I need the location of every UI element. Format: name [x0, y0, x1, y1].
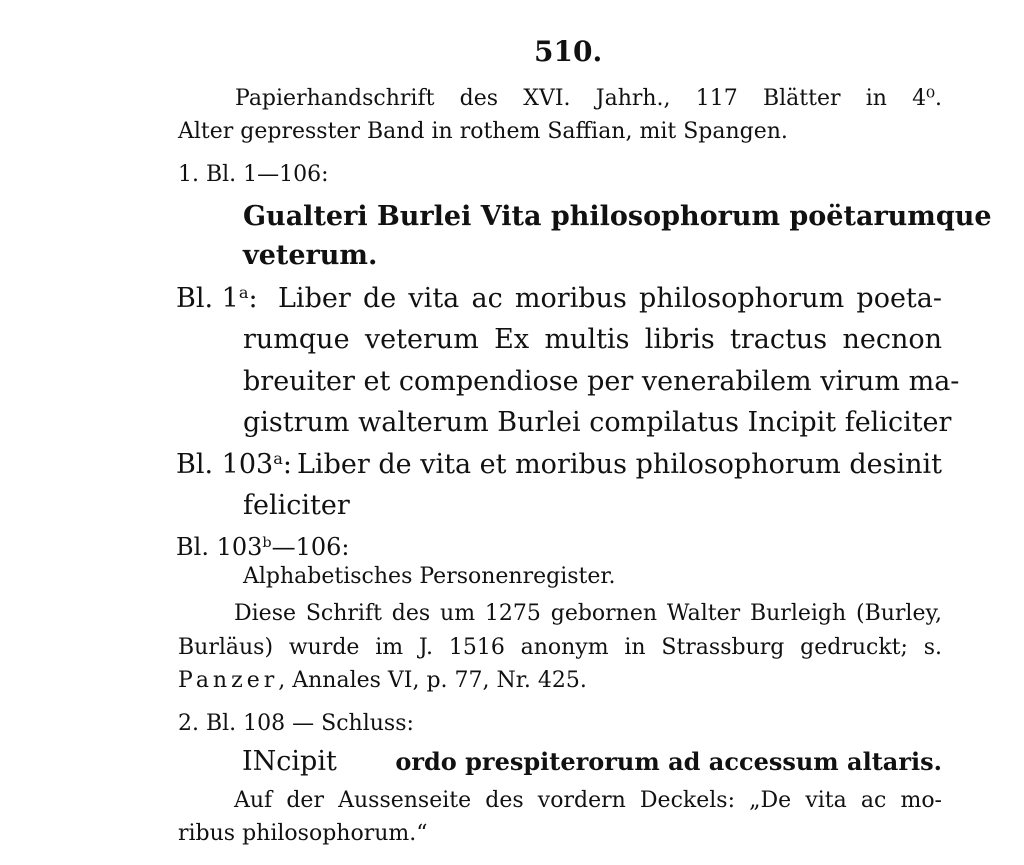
note-line-2: Burläus) wurde im J. 1516 anonym in Strassburg gedruckt; s.	[178, 635, 942, 660]
bl103b-text: Alphabetisches Personenregister.	[243, 564, 616, 589]
bl103b-label-sup: b	[262, 535, 272, 552]
bl103-label	[176, 451, 292, 478]
cover-line-2: ribus philosophorum.“	[178, 821, 428, 846]
bl1-line-1: Liber de vita ac moribus philosophorum poeta-	[278, 283, 942, 314]
bl103-line-2: feliciter	[243, 490, 350, 521]
bl1-label	[176, 285, 258, 312]
item-1-title-line-2: veterum.	[243, 240, 378, 271]
item-1-heading: 1. Bl. 1—106:	[178, 162, 329, 187]
note-citation: , Annales VI, p. 77, Nr. 425.	[278, 668, 587, 693]
bl1-label-colon: :	[248, 283, 258, 314]
cover-line-1: Auf der Aussenseite des vordern Deckels: „De vita ac mo-	[234, 788, 942, 813]
bl1-line-4: gistrum walterum Burlei compilatus Incipit feliciter	[243, 407, 952, 438]
incipit-word: INcipit	[242, 746, 337, 777]
note-line-3	[178, 670, 587, 692]
description-line-2: Alter gepresster Band in rothem Saffian, mit Spangen.	[178, 119, 788, 144]
bl103-label-base: Bl. 103	[176, 449, 274, 480]
bl1-label-sup: a	[238, 283, 249, 303]
description-line-1: Papierhandschrift des XVI. Jahrh., 117 Blätter in 4⁰.	[235, 86, 942, 111]
note-line-1: Diese Schrift des um 1275 gebornen Walter Burleigh (Burley,	[234, 601, 942, 626]
item-1-title-line-1: Gualteri Burlei Vita philosophorum poëtarumque	[243, 201, 992, 232]
bl103b-label-rest: —106:	[271, 533, 350, 561]
bl1-label-base: Bl. 1	[176, 283, 239, 314]
bl103b-label	[176, 535, 350, 559]
bl1-line-3: breuiter et compendiose per venerabilem virum ma-	[243, 366, 960, 397]
page-number: 510.	[534, 35, 603, 68]
bl103-label-colon: :	[282, 449, 292, 480]
bl103-line-1: Liber de vita et moribus philosophorum desinit	[297, 449, 942, 480]
item-2-heading: 2. Bl. 108 — Schluss:	[178, 711, 414, 736]
incipit-rest: ordo prespiterorum ad accessum altaris.	[395, 747, 942, 776]
bl1-line-2: rumque veterum Ex multis libris tractus necnon	[243, 324, 942, 355]
incipit-line	[242, 748, 942, 775]
note-author: Panzer	[178, 668, 279, 693]
bl103b-label-base: Bl. 103	[176, 533, 263, 561]
bl103-label-sup: a	[273, 449, 283, 469]
